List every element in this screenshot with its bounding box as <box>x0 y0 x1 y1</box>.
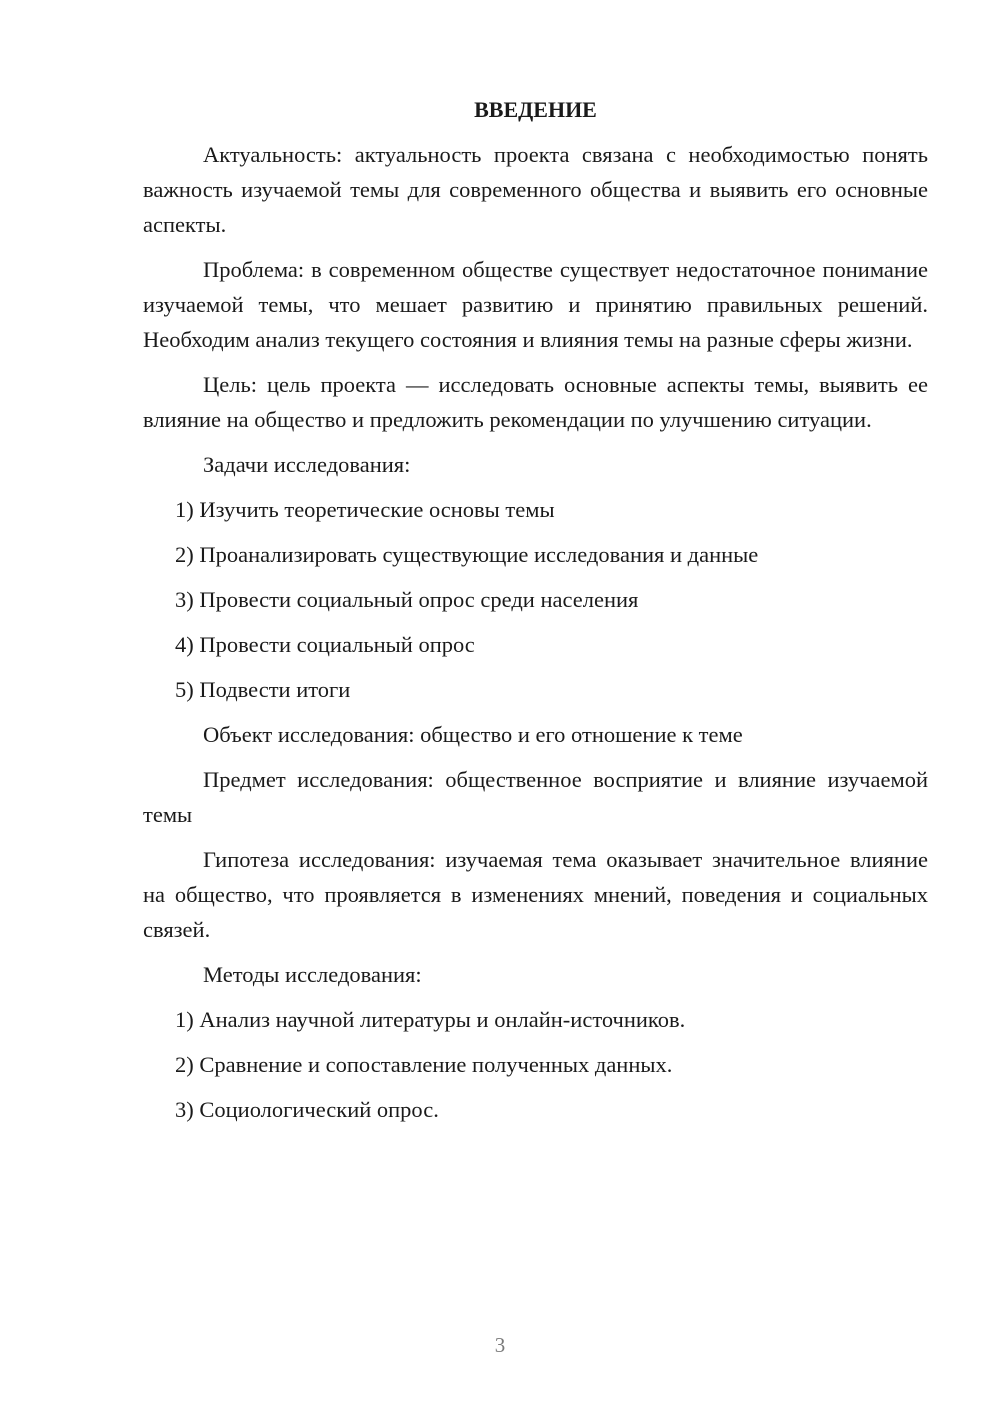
methods-heading: Методы исследования: <box>203 962 422 987</box>
document-title: ВВЕДЕНИЕ <box>474 97 597 122</box>
list-item: 2) Проанализировать существующие исследования и данные <box>175 542 759 567</box>
list-item: 3) Провести социальный опрос среди населения <box>175 587 639 612</box>
list-item: 5) Подвести итоги <box>175 677 351 702</box>
tasks-list <box>143 492 928 707</box>
methods-list <box>143 1002 928 1127</box>
list-item: 2) Сравнение и сопоставление полученных данных. <box>175 1052 673 1077</box>
object-paragraph: Объект исследования: общество и его отношение к теме <box>203 722 743 747</box>
subject-paragraph: Предмет исследования: общественное восприятие и влияние изучаемой темы <box>143 767 928 827</box>
goal-paragraph: Цель: цель проекта — исследовать основные аспекты темы, выявить ее влияние на общество и предложить рекомендации по улучшению ситуации. <box>143 372 928 432</box>
hypothesis-paragraph: Гипотеза исследования: изучаемая тема оказывает значительное влияние на общество, что проявляется в изменениях мнений, поведения и социальных связей. <box>143 847 928 942</box>
list-item: 4) Провести социальный опрос <box>175 632 475 657</box>
problem-paragraph: Проблема: в современном обществе существует недостаточное понимание изучаемой темы, что мешает развитию и принятию правильных решений. Необходим анализ текущего состояния и влияния темы на разные сферы жизни. <box>143 257 928 352</box>
document-page <box>143 95 928 1137</box>
actuality-paragraph: Актуальность: актуальность проекта связана с необходимостью понять важность изучаемой темы для современного общества и выявить его основные аспекты. <box>143 142 928 237</box>
list-item: 1) Анализ научной литературы и онлайн-источников. <box>175 1007 686 1032</box>
tasks-heading: Задачи исследования: <box>203 452 411 477</box>
list-item: 3) Социологический опрос. <box>175 1097 439 1122</box>
page-number: 3 <box>494 1333 506 1357</box>
list-item: 1) Изучить теоретические основы темы <box>175 497 555 522</box>
